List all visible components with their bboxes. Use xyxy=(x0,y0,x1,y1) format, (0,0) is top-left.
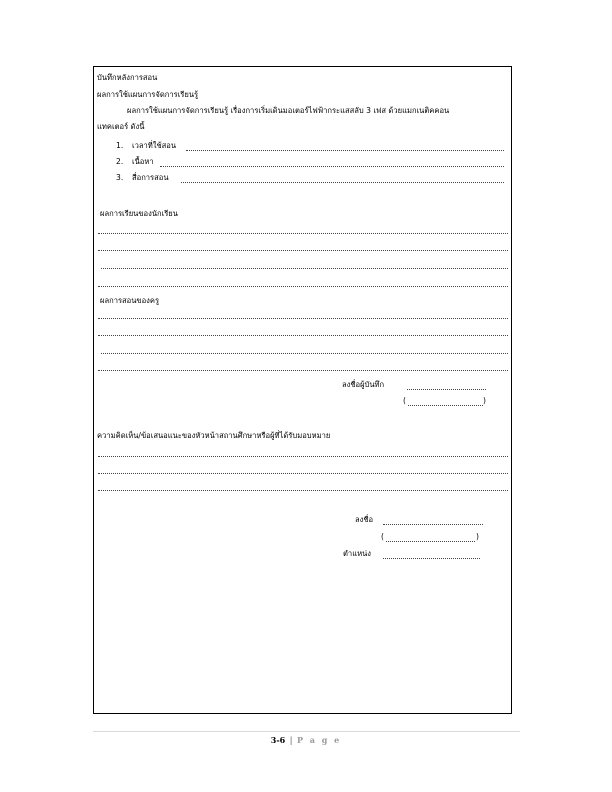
item-number-2: 2. xyxy=(116,157,124,166)
supervisor-paren-close: ) xyxy=(476,532,479,541)
supervisor-sign-line xyxy=(383,524,483,525)
student-line-4 xyxy=(98,286,508,287)
student-result-title: ผลการเรียนของนักเรียน xyxy=(100,209,178,218)
page-heading: บันทึกหลังการสอน xyxy=(97,73,158,82)
teacher-result-title: ผลการสอนของครู xyxy=(100,296,160,305)
footer-rule xyxy=(93,731,520,732)
supervisor-position-line xyxy=(383,558,480,559)
recorder-paren-open: ( xyxy=(403,396,406,405)
page-footer xyxy=(0,735,612,745)
page-word: P a g e xyxy=(297,735,342,745)
student-line-1 xyxy=(98,233,508,234)
supervisor-paren-open: ( xyxy=(381,532,384,541)
student-line-2 xyxy=(98,250,508,251)
item-label-time: เวลาที่ใช้สอน xyxy=(132,141,177,150)
page-number: 3-6 xyxy=(270,735,286,745)
supervisor-name-line xyxy=(386,541,475,542)
student-line-3 xyxy=(101,268,508,269)
teacher-line-1 xyxy=(98,318,508,319)
teacher-line-4 xyxy=(98,370,508,371)
teacher-line-3 xyxy=(101,353,508,354)
supervisor-position-label: ตำแหน่ง xyxy=(343,549,371,558)
teacher-line-2 xyxy=(98,335,508,336)
content-frame xyxy=(93,66,512,714)
plan-result-desc-line1: ผลการใช้แผนการจัดการเรียนรู้ เรื่องการเริ่มเดินมอเตอร์ไฟฟ้ากระแสสลับ 3 เฟส ด้วยแมกเนติคคอน xyxy=(127,106,450,115)
item-number-3: 3. xyxy=(116,173,124,182)
recorder-sign-label: ลงชื่อผู้บันทึก xyxy=(342,380,385,389)
item-label-content: เนื้อหา xyxy=(132,157,154,166)
supervisor-sign-label: ลงชื่อ xyxy=(355,515,374,524)
recorder-sign-line xyxy=(407,389,486,390)
supervisor-line-3 xyxy=(98,490,508,491)
item-number-1: 1. xyxy=(116,141,124,150)
supervisor-title: ความคิดเห็น/ข้อเสนอแนะของหัวหน้าสถานศึกษาหรือผู้ที่ได้รับมอบหมาย xyxy=(97,431,331,440)
recorder-name-line xyxy=(408,405,483,406)
recorder-paren-close: ) xyxy=(483,396,486,405)
fill-line-time xyxy=(186,150,504,151)
supervisor-line-1 xyxy=(98,456,508,457)
supervisor-line-2 xyxy=(98,473,508,474)
fill-line-content xyxy=(160,166,504,167)
item-label-media: สื่อการสอน xyxy=(132,173,169,182)
fill-line-media xyxy=(181,182,504,183)
footer-separator: | xyxy=(289,736,293,745)
plan-result-desc-line2: แทคเตอร์ ดังนี้ xyxy=(97,122,145,131)
plan-result-title: ผลการใช้แผนการจัดการเรียนรู้ xyxy=(97,90,199,99)
